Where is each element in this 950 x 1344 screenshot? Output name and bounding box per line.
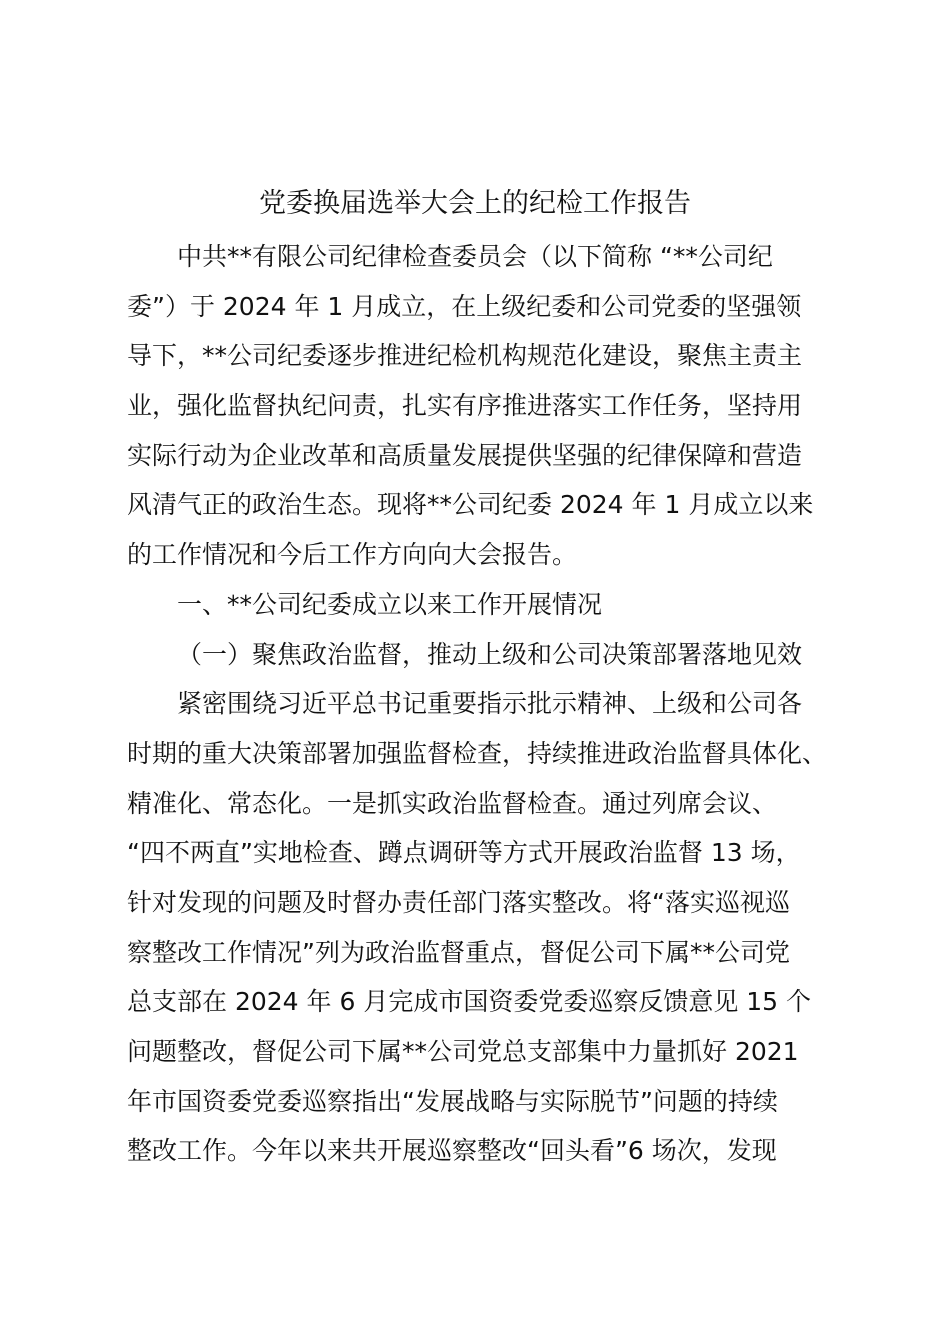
paragraph-line: 实际行动为企业改革和高质量发展提供坚强的纪律保障和营造 bbox=[127, 440, 803, 470]
paragraph-line: 紧密围绕习近平总书记重要指示批示精神、上级和公司各 bbox=[177, 689, 803, 719]
paragraph-line: 风清气正的政治生态。现将**公司纪委 2024 年 1 月成立以来 bbox=[127, 490, 814, 520]
paragraph-line: “四不两直”实地检查、蹲点调研等方式开展政治监督 13 场， bbox=[127, 838, 801, 868]
paragraph-line: 时期的重大决策部署加强监督检查，持续推进政治监督具体化、 bbox=[127, 738, 828, 768]
paragraph-line: 整改工作。今年以来共开展巡察整改“回头看”6 场次，发现 bbox=[127, 1136, 777, 1166]
paragraph-line: 针对发现的问题及时督办责任部门落实整改。将“落实巡视巡 bbox=[127, 887, 790, 917]
paragraph-line: 中共**有限公司纪律检查委员会（以下简称 “**公司纪 bbox=[177, 242, 773, 271]
paragraph-line: 总支部在 2024 年 6 月完成市国资委党委巡察反馈意见 15 个 bbox=[127, 987, 812, 1017]
paragraph-line: 精准化、常态化。一是抓实政治监督检查。通过列席会议、 bbox=[127, 788, 778, 818]
paragraph-line: 问题整改，督促公司下属**公司党总支部集中力量抓好 2021 bbox=[127, 1037, 799, 1066]
paragraph-line: 业，强化监督执纪问责，扎实有序推进落实工作任务，坚持用 bbox=[127, 391, 803, 421]
paragraph-line: 年市国资委党委巡察指出“发展战略与实际脱节”问题的持续 bbox=[127, 1086, 778, 1116]
paragraph-line: 的工作情况和今后工作方向向大会报告。 bbox=[127, 540, 578, 570]
paragraph-line: 察整改工作情况”列为政治监督重点，督促公司下属**公司党 bbox=[127, 937, 790, 967]
section-heading: 一、**公司纪委成立以来工作开展情况 bbox=[177, 589, 603, 619]
paragraph-line: 委”）于 2024 年 1 月成立，在上级纪委和公司党委的坚强领 bbox=[127, 291, 802, 321]
document-title: 党委换届选举大会上的纪检工作报告 bbox=[259, 188, 691, 219]
subsection-heading: （一）聚焦政治监督，推动上级和公司决策部署落地见效 bbox=[177, 639, 803, 669]
document-body bbox=[127, 232, 857, 1176]
paragraph-line: 导下，**公司纪委逐步推进纪检机构规范化建设，聚焦主责主 bbox=[127, 341, 803, 371]
